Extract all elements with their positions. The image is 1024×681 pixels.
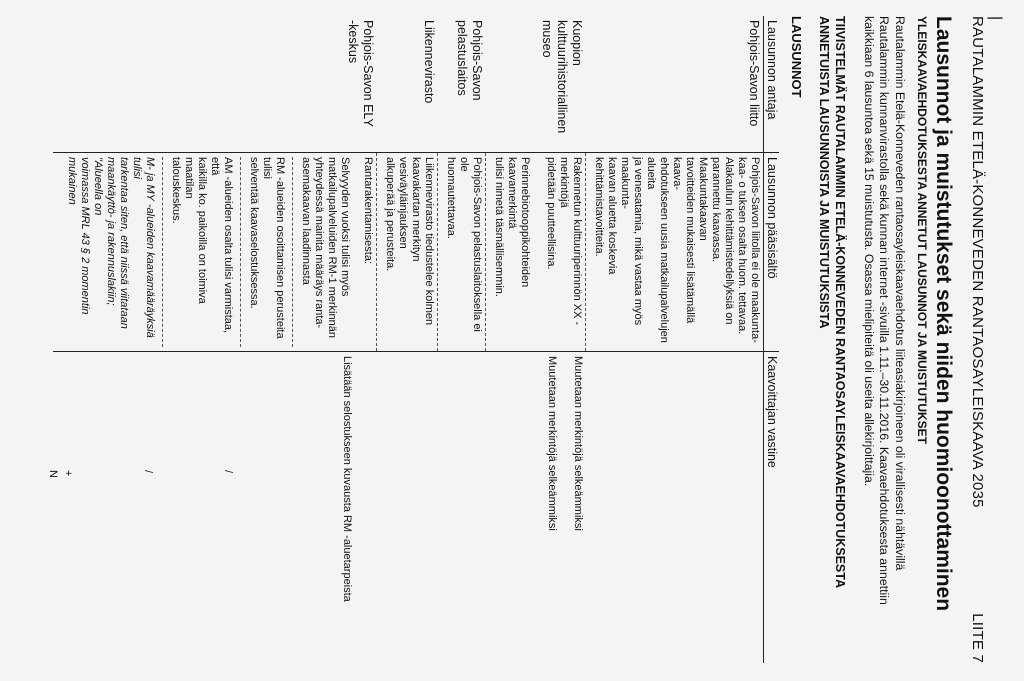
margin-mark: / (142, 470, 154, 474)
statement-content: Rakennetun kulttuuriperinnön XX -merkintöjä pidetään puutteellisina. Perinnebiotooppikohteiden kaavamerkintä tulisi nimetä täsmällisemmin. (486, 153, 586, 352)
statement-content: Pohjois-Savon liitolla ei ole maakunta- kaa- o tuksen osalta huom. tettavaa. Alakaulun kehittämistedellyksiä on parannettu kaavassa. Maakuntakaavan tavoitteiden mukaisesti lisätämällä kaava- ehdotukseen uusia matkailupalvelujen alueita ja venesatamia, mikä vastaa myös maakunta- kaavan aluetta koskevia kehittämistavoitteita. (586, 153, 764, 352)
statement-giver: Liikennevirasto (422, 20, 436, 104)
table-row (586, 16, 764, 663)
column-header-answer: Kaavoittajan vastine (764, 352, 780, 664)
statement-giver: Kuopion kulttuurihistoriallinen museo (540, 20, 584, 134)
margin-mark: / (222, 470, 234, 474)
page-subtitle: YLEISKAAVAEHDOTUKSESTA ANNETUT LAUSUNNOT JA MUISTUTUKSET (915, 16, 929, 445)
summary-heading (817, 16, 849, 663)
statement-content (54, 153, 378, 352)
content-block: AM -alueiden osalta tulisi varmistaa, että kaikilla ko. paikoilla on toimiva maatilan talouskeskus. (170, 157, 242, 347)
page-title: Lausunnot ja muistutukset sekä niiden huomioonottaminen (932, 16, 955, 612)
content-subheading: Rantarakentamisesta: (362, 157, 375, 264)
statement-content: Pohjois-Savon pelastuslaitoksella ei ole huomautettavaa. (438, 153, 486, 352)
margin-mark: N (47, 470, 59, 478)
planner-answer (438, 352, 486, 664)
table-row (54, 16, 378, 663)
section-heading: LAUSUNNOT (789, 16, 805, 98)
planner-answer (54, 352, 378, 664)
planner-answer (377, 352, 438, 664)
answer-block: Lisätään selostukseen kuvausta RM -aluetarpeista (341, 356, 353, 602)
punch-mark: | (987, 16, 1004, 21)
content-block: RM -alueiden osoittamisen perusteita tulisi selventää kaavaselostuksessa. (248, 157, 294, 347)
statement-giver: Pohjois-Savon liitto (747, 20, 762, 127)
table-header-row (764, 16, 780, 663)
attachment-number: LIITE 7 (969, 613, 986, 663)
statement-giver: Pohjois-Savon ELY -keskus (346, 20, 375, 127)
statements-table (54, 16, 780, 663)
intro-line: Rautalammin Etelä-Konneveden rantaosayleiskaavaehdotus liiteasiakirjoineen oli virallisesti nähtävillä (893, 16, 907, 571)
column-header-content: Lausunnon pääsisältö (764, 153, 780, 352)
margin-mark: + (62, 470, 74, 477)
statement-giver: Pohjois-Savon pelastuslaitos (455, 20, 484, 101)
column-header-giver: Lausunnon antaja (764, 16, 780, 153)
intro-line: kaikkiaan 6 lausuntoa sekä 15 muistutusta. Osassa mielipiteitä oli useita allekirjoittajia. (862, 16, 876, 487)
header-title: RAUTALAMMIN ETELÄ-KONNEVEDEN RANTAOSAYLEISKAAVA 2035 (969, 16, 986, 508)
table-row (377, 16, 438, 663)
table-row (486, 16, 586, 663)
planner-answer (586, 352, 764, 664)
table-row (438, 16, 486, 663)
summary-line: ANNETUISTA LAUSUNNOISTA JA MUISTUTUKSISTA (817, 16, 832, 329)
planner-answer: Muutetaan merkintöjä selkeämmiksi Muutetaan merkintöjä selkeämmiksi (546, 356, 584, 531)
document-header (969, 16, 986, 663)
content-block: M- ja MY -alueiden kaavamääräyksiä tulisi tarkentaa siten, että niissä viitataan maankäyttö- ja rakennuslakiin; "Alueella on voimassa MRL 43 § 2 momentin mukainen (66, 157, 164, 347)
content-block: Selvyyden vuoksi tulisi myös matkailupalveluiden RM-1 merkinnän yhteydessä mainita määräys ranta- asemakaavan laadinnasta (300, 157, 352, 338)
intro-paragraph (861, 16, 908, 663)
summary-line: TIIVISTELMÄT RAUTALAMMIN ETELÄ-KONNEVEDEN RANTAOSAYLEISKAAVAEHDOTUKSESTA (833, 16, 848, 588)
statement-content: Liikennevirasto tiedustelee kolmen kaavakartan merkityn vesiväyläinjauksen alkuperää ja perusteita. (377, 153, 438, 352)
intro-line: Rautalammin kunnanvirastolla sekä kunnan internet -sivuilla 1.11.–30.11.2016. Kaavaehdotuksesta annettiin (877, 16, 892, 605)
